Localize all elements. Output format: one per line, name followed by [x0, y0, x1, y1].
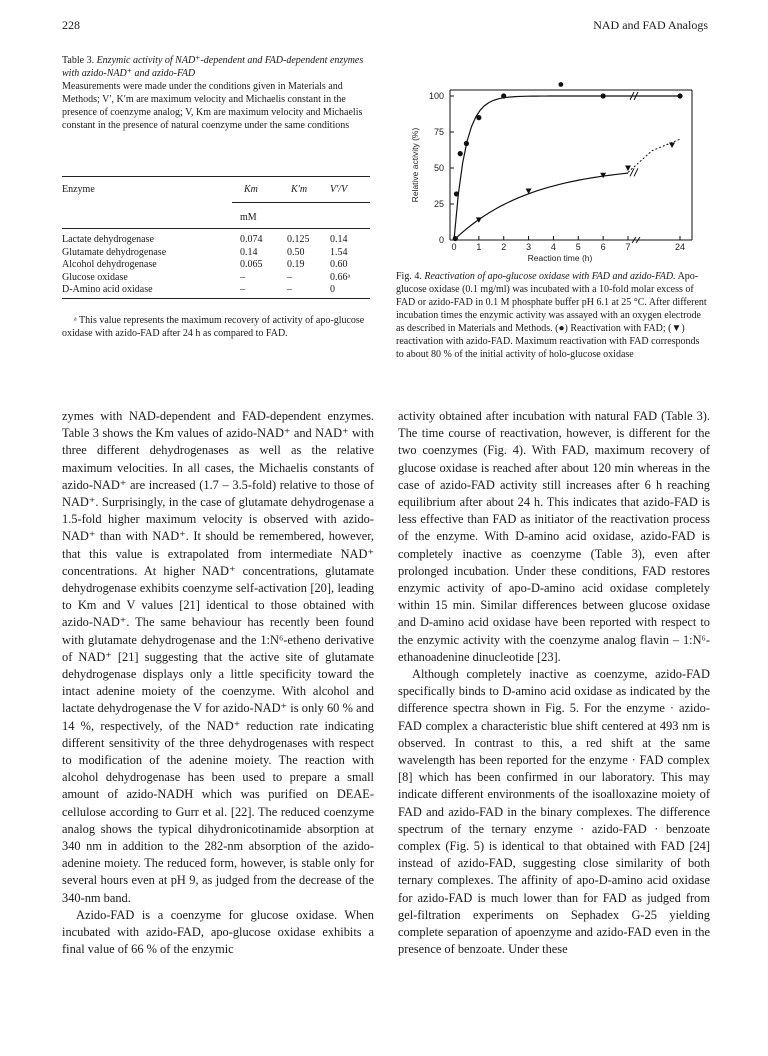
column-header-enzyme: Enzyme [62, 184, 95, 195]
table-row [62, 284, 370, 296]
figure-caption-label: Fig. 4. [396, 271, 422, 282]
table-caption-legend: Measurements were made under the conditions given in Materials and Methods; V′, K′m are maximum velocity and Michaelis constant in the presence of coenzyme analog; V, Km are maximum velocity and Michaelis constant in the presence of natural coenzyme under the same conditions [62, 81, 363, 131]
y-tick-label: 75 [433, 127, 444, 137]
table-cell-km: – [240, 284, 245, 295]
table-cell-ratio: 0.60 [330, 259, 348, 270]
fad-data-point [558, 82, 563, 87]
azido-fad-data-point [476, 217, 482, 223]
fad-data-point [677, 93, 682, 98]
x-tick-label: 2 [501, 242, 507, 252]
column-header-km: Km [244, 184, 258, 195]
table-cell-ratio: 0 [330, 284, 335, 295]
table-cell-ratio: 0.66ᵃ [330, 271, 351, 283]
fad-data-point [501, 93, 506, 98]
table-caption-title: Enzymic activity of NAD⁺-dependent and FAD-dependent enzymes with azido-NAD⁺ and azido-FAD [62, 55, 364, 79]
paragraph: Although completely inactive as coenzyme, azido-FAD specifically binds to D-amino acid oxidase as indicated by the difference spectra shown in Fig. 5. For the enzyme · azido-FAD complex a characteristic blue shift centered at 493 nm is observed. In contrast to this, a red shift at the same wavelength has been reported for the enzyme · FAD complex [8] which has been confirmed in our laboratory. This may indicate different environments of the isoalloxazine moiety of FAD and azido-FAD in the binary complexes. The difference spectrum of the ternary enzyme · azido-FAD · benzoate complex (Fig. 5) is identical to that obtained with FAD [24] instead of azido-FAD, suggesting close similarity of both ternary complexes. The affinity of apo-D-amino acid oxidase for azido-FAD is much lower than for FAD as judged from gel-filtration experiments on Sephadex G-25 yielding complete separation of apoenzyme and azido-FAD even in the presence of benzoate. Under these [398, 667, 710, 957]
fad-data-point [464, 141, 469, 146]
table-cell-enzyme: Glucose oxidase [62, 271, 128, 283]
table-cell-km: – [240, 271, 245, 283]
column-header-ratio: V′/V [330, 184, 348, 195]
fad-data-point [476, 115, 481, 120]
table-cell-enzyme: Glutamate dehydrogenase [62, 246, 167, 258]
fad-data-point [601, 93, 606, 98]
axis-break-mark [634, 168, 638, 176]
table-cell-km: 0.074 [240, 234, 263, 245]
x-tick-label: 0 [451, 242, 457, 252]
table-cell-enzyme: Alcohol dehydrogenase [62, 259, 157, 270]
x-tick-label: 7 [625, 242, 631, 252]
azido-fad-data-point [669, 142, 675, 148]
table-row [62, 259, 370, 271]
table-header-rule [232, 202, 370, 203]
fad-data-point [458, 151, 463, 156]
x-tick-label: 24 [674, 242, 686, 252]
figure-caption [396, 270, 708, 361]
y-tick-label: 0 [438, 235, 444, 245]
body-column-right [398, 408, 710, 959]
figure-caption-title: Reactivation of apo-glucose oxidase with FAD and azido-FAD. [424, 271, 676, 282]
table-caption [62, 54, 370, 132]
y-tick-label: 25 [433, 199, 444, 209]
running-head: NAD and FAD Analogs [593, 18, 708, 32]
table-bottom-rule [62, 298, 370, 299]
azido-fad-curve [454, 173, 628, 240]
table-cell-km-prime: 0.125 [287, 234, 310, 245]
x-tick-label: 3 [526, 242, 532, 252]
x-tick-label: 4 [550, 242, 556, 252]
fad-data-point [454, 191, 459, 196]
table-cell-km-prime: 0.50 [287, 246, 305, 258]
y-axis-label: Relative activity (%) [410, 127, 420, 203]
table-row [62, 272, 370, 284]
paragraph: activity obtained after incubation with natural FAD (Table 3). The time course of reactivation, however, is different for the two coenzymes (Fig. 4). With FAD, maximum recovery of glucose oxidase is reached after about 120 min whereas in the case of azido-FAD activity still increases after 6 h reaching equilibrium after about 24 h. This indicates that azido-FAD is less effective than FAD as initiator of the reactivation process of the enzyme. With D-amino acid oxidase, azido-FAD is completely inactive as coenzyme (Table 3), even after prolonged incubation. Under these conditions, FAD restores enzymic activity of apo-D-amino acid oxidase completely within 15 min. Similar differences between glucose oxidase and D-amino acid oxidase have been reported with respect to the enzymic activity with the coenzyme analog flavin – 1:N⁶-ethanoadenine dinucleotide [23]. [398, 409, 710, 664]
table-cell-km-prime: – [287, 284, 292, 295]
table-cell-km: 0.065 [240, 259, 263, 270]
paragraph: Azido-FAD is a coenzyme for glucose oxidase. When incubated with azido-FAD, apo-glucose oxidase exhibits a final value of 66 % of the enzymic [62, 907, 374, 957]
body-column-left [62, 408, 374, 959]
table-caption-label: Table 3. [62, 55, 95, 66]
x-tick-label: 6 [600, 242, 606, 252]
table-cell-enzyme: D-Amino acid oxidase [62, 284, 153, 295]
x-axis-label: Reaction time (h) [527, 253, 593, 263]
axis-break-mark [630, 168, 634, 176]
y-tick-label: 100 [428, 91, 444, 101]
table-row [62, 247, 370, 259]
table-cell-km-prime: 0.19 [287, 259, 305, 270]
table-row [62, 234, 370, 246]
table-top-rule [62, 176, 370, 177]
paragraph: zymes with NAD-dependent and FAD-dependent enzymes. Table 3 shows the Km values of azido-NAD⁺ and NAD⁺ with three different dehydrogenases as well as the relative maximum velocities. In all cases, the Michaelis constants of azido-NAD⁺ are increased (1.7 – 3.5-fold) relative to those of NAD⁺. Surprisingly, in the case of glutamate dehydrogenase a 1.5-fold higher maximum velocity is observed with azido-NAD⁺ than with NAD⁺. It should be remembered, however, that this value is extrapolated from intermediate NAD⁺ concentrations. At higher NAD⁺ concentrations, glutamate dehydrogenase exhibits coenzyme self-activation [20], leading to Km and V values [21] identical to those obtained with azido-NAD⁺. The same behaviour has recently been found with glutamate dehydrogenase and the 1:N⁶-etheno derivative of NAD⁺ [21] suggesting that the active site of glutamate dehydrogenase displays only a little specificity toward the intact adenine moiety of the coenzyme. With alcohol and lactate dehydrogenase the V for azido-NAD⁺ is only 60 % and 14 %, respectively, of the NAD⁺ reduction rate indicating different sensitivity of the three dehydrogenases with respect to modification of the adenine moiety. The reaction with alcohol dehydrogenase has been used to prepare a small amount of azido-NADH which was purified on DEAE-cellulose according to Gurr et al. [22]. The reduced coenzyme analog shows the typical dihydronicotinamide absorption at 340 nm in addition to the 282-nm absorption of the azido-adenine moiety. The reduced form, however, is stable only for several hours even at pH 9, as judged from the decrease of the 340-nm band. [62, 409, 374, 905]
page-number: 228 [62, 18, 80, 32]
table-units: mM [240, 212, 257, 223]
x-tick-label: 1 [476, 242, 482, 252]
table-footnote: ᵃ This value represents the maximum recovery of activity of apo-glucose oxidase with azido-FAD after 24 h as compared to FAD. [62, 315, 365, 339]
column-header-km-prime: K′m [291, 184, 308, 195]
azido-fad-data-point [625, 166, 631, 172]
figure-4-chart [408, 80, 698, 265]
x-tick-label: 5 [575, 242, 581, 252]
table-cell-km: 0.14 [240, 246, 258, 258]
table-cell-enzyme: Lactate dehydrogenase [62, 234, 154, 245]
figure-caption-legend: Apo-glucose oxidase (0.1 mg/ml) was incubated with a 10-fold molar excess of FAD or azido-FAD in 0.1 M phosphate buffer pH 6.1 at 25 °C. After different incubation times the enzymic activity was assayed with an oxygen electrode as described in Materials and Methods. (●) Reactivation with FAD; (▼) reactivation with azido-FAD. Maximum reactivation with FAD corresponds to about 80 % of the initial activity of holo-glucose oxidase [396, 271, 707, 360]
table-cell-ratio: 1.54 [330, 246, 348, 258]
y-tick-label: 50 [433, 163, 444, 173]
table-cell-km-prime: – [287, 271, 292, 283]
table-cell-ratio: 0.14 [330, 234, 348, 245]
table-mid-rule [62, 228, 370, 229]
